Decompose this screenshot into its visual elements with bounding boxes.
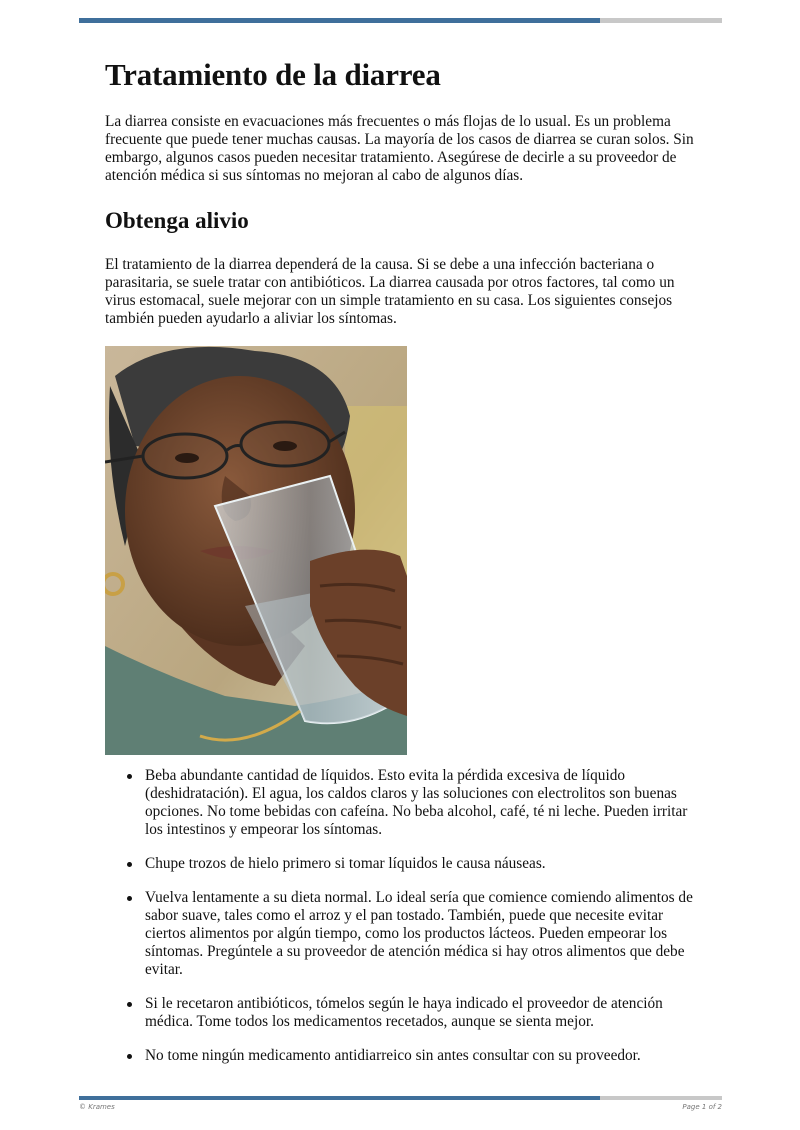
footer-copyright: © Krames xyxy=(79,1103,115,1111)
list-item-text: Chupe trozos de hielo primero si tomar líquidos le causa náuseas. xyxy=(145,855,546,872)
bullet-icon xyxy=(127,862,132,867)
list-item xyxy=(145,995,705,1031)
list-item xyxy=(145,855,705,873)
list-item xyxy=(145,767,705,839)
bullet-icon xyxy=(127,1054,132,1059)
intro-paragraph: La diarrea consiste en evacuaciones más frecuentes o más flojas de lo usual. Es un problema frecuente que puede tener muchas causas. La mayoría de los casos de diarrea se curan solos. Sin embargo, algunos casos pueden necesitar tratamiento. Asegúrese de decirle a su proveedor de atención médica si sus síntomas no mejoran al cabo de algunos días. xyxy=(105,113,694,184)
footer-page-number: Page 1 of 2 xyxy=(682,1103,722,1111)
top-progress-bar xyxy=(79,18,722,23)
list-item-text: No tome ningún medicamento antidiarreico sin antes consultar con su proveedor. xyxy=(145,1047,641,1064)
section-paragraph: El tratamiento de la diarrea dependerá de la causa. Si se debe a una infección bacteriana o parasitaria, se suele tratar con antibióticos. La diarrea causada por otros factores, tal como un virus estomacal, suele mejorar con un simple tratamiento en su casa. Los siguientes consejos también pueden ayudarlo a aliviar los síntomas. xyxy=(105,256,675,327)
bullet-icon xyxy=(127,1002,132,1007)
list-item xyxy=(145,889,705,979)
list-item-text: Si le recetaron antibióticos, tómelos según le haya indicado el proveedor de atención médica. Tome todos los medicamentos recetados, aunque se sienta mejor. xyxy=(145,995,663,1030)
bullet-icon xyxy=(127,774,132,779)
bottom-progress-bar xyxy=(79,1096,722,1100)
tips-list xyxy=(105,767,705,1065)
list-item xyxy=(145,1047,705,1065)
top-progress-fill xyxy=(79,18,600,23)
bottom-progress-fill xyxy=(79,1096,600,1100)
list-item-text: Vuelva lentamente a su dieta normal. Lo ideal sería que comience comiendo alimentos de sabor suave, tales como el arroz y el pan tostado. También, puede que necesite evitar ciertos alimentos por algún tiempo, como los productos lácteos. Pueden empeorar los síntomas. Pregúntele a su proveedor de atención médica si hay otros alimentos que debe evitar. xyxy=(145,889,693,978)
woman-drinking-water-photo xyxy=(105,346,407,755)
bullet-icon xyxy=(127,896,132,901)
list-item-text: Beba abundante cantidad de líquidos. Esto evita la pérdida excesiva de líquido (deshidratación). El agua, los caldos claros y las soluciones con electrolitos son buenas opciones. No tome bebidas con cafeína. No beba alcohol, café, té ni leche. Pueden irritar los intestinos y empeorar los síntomas. xyxy=(145,767,688,838)
page-title: Tratamiento de la diarrea xyxy=(105,57,441,92)
document-body xyxy=(105,55,705,1081)
section-heading: Obtenga alivio xyxy=(105,208,249,233)
